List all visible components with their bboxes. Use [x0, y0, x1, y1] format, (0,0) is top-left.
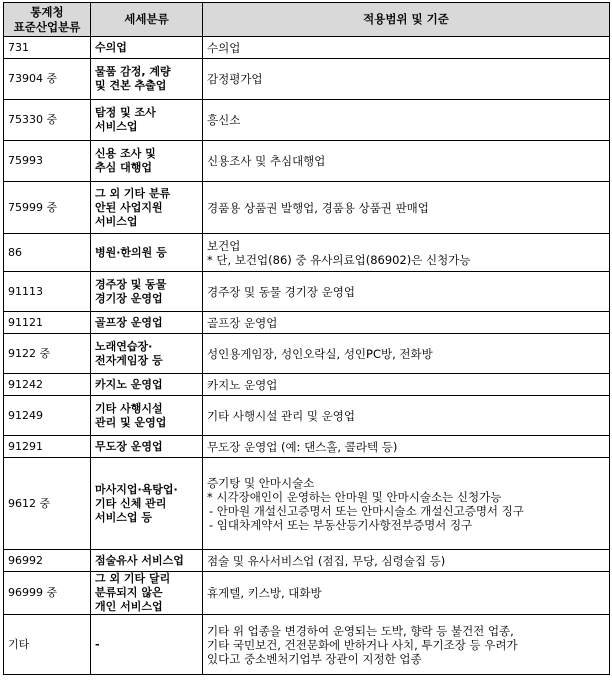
subcategory-cell	[91, 334, 203, 374]
table-row	[4, 100, 610, 141]
scope-line: 경주장 및 동물 경기장 운영업	[207, 284, 355, 299]
industry-code: 86	[4, 234, 91, 272]
subcategory-cell	[91, 374, 203, 396]
subcategory-line: -	[95, 637, 100, 651]
scope-line: 점술 및 유사서비스업 (점집, 무당, 심령술집 등)	[207, 553, 446, 568]
subcategory-line: 및 견본 추출업	[95, 79, 167, 92]
header-classification: 통계청 표준산업분류	[4, 3, 91, 37]
industry-code: 9122 중	[4, 334, 91, 374]
scope-cell	[203, 436, 610, 458]
industry-code: 75993	[4, 141, 91, 182]
subcategory-line: 서비스업 등	[95, 510, 152, 524]
scope-cell	[203, 37, 610, 59]
table-row	[4, 272, 610, 312]
subcategory-line: 추심 대행업	[95, 161, 152, 174]
industry-code: 91249	[4, 396, 91, 436]
scope-line: 감정평가업	[207, 72, 263, 86]
subcategory-line: 물품 감정, 계량	[95, 65, 171, 78]
table-row	[4, 234, 610, 272]
subcategory-line: 그 외 기타 분류	[95, 186, 171, 200]
scope-cell	[203, 374, 610, 396]
industry-code: 기타	[4, 615, 91, 675]
scope-line: 기타 국민보건, 건전문화에 반하거나 사치, 투기조장 등 우려가	[207, 637, 518, 652]
subcategory-line: 안된 사업지원	[95, 200, 163, 214]
scope-cell	[203, 550, 610, 572]
scope-cell	[203, 234, 610, 272]
industry-code: 91121	[4, 312, 91, 334]
scope-line: 카지노 운영업	[207, 377, 278, 392]
table-row	[4, 37, 610, 59]
industry-code: 96992	[4, 550, 91, 572]
subcategory-cell	[91, 37, 203, 59]
subcategory-line: 관리 및 운영업	[95, 415, 167, 429]
subcategory-cell	[91, 550, 203, 572]
scope-line: 골프장 운영업	[207, 315, 278, 330]
table-row	[4, 396, 610, 436]
header-subcategory: 세세분류	[91, 3, 203, 37]
scope-cell	[203, 141, 610, 182]
table-row	[4, 550, 610, 572]
industry-code: 73904 중	[4, 59, 91, 100]
subcategory-line: 탐정 및 조사	[95, 106, 156, 119]
table-row	[4, 436, 610, 458]
table-row	[4, 572, 610, 615]
subcategory-line: 신용 조사 및	[95, 147, 156, 160]
table-row	[4, 458, 610, 550]
subcategory-cell	[91, 396, 203, 436]
subcategory-line: 병원·한의원 등	[95, 245, 167, 259]
industry-code: 91113	[4, 272, 91, 312]
subcategory-cell	[91, 182, 203, 234]
scope-cell	[203, 272, 610, 312]
subcategory-line: 전자게임장 등	[95, 353, 163, 367]
subcategory-line: 카지노 운영업	[95, 377, 163, 391]
industry-code: 9612 중	[4, 458, 91, 550]
scope-line: 보건업	[207, 238, 241, 253]
scope-line: 수의업	[207, 40, 241, 55]
subcategory-cell	[91, 100, 203, 141]
table-row	[4, 182, 610, 234]
scope-cell	[203, 396, 610, 436]
scope-line: * 단, 보건업(86) 중 유사의료업(86902)은 신청가능	[207, 252, 471, 267]
scope-line: 증기탕 및 안마시술소	[207, 475, 315, 490]
table-row	[4, 334, 610, 374]
subcategory-cell	[91, 234, 203, 272]
scope-line: 기타 사행시설 관리 및 운영업	[207, 408, 355, 423]
subcategory-line: 무도장 운영업	[95, 439, 163, 453]
subcategory-line: 기타 사행시설	[95, 401, 163, 415]
subcategory-line: 노래연습장·	[95, 339, 153, 353]
table-row	[4, 141, 610, 182]
scope-line: - 안마원 개설신고증명서 또는 안마시술소 개설신고증명서 징구	[209, 503, 524, 518]
subcategory-line: 점술유사 서비스업	[95, 553, 184, 567]
scope-line: 성인용게임장, 성인오락실, 성인PC방, 전화방	[207, 346, 433, 361]
table-row	[4, 59, 610, 100]
scope-cell	[203, 458, 610, 550]
subcategory-line: 서비스업	[95, 120, 138, 133]
industry-code: 75330 중	[4, 100, 91, 141]
subcategory-cell	[91, 59, 203, 100]
subcategory-cell	[91, 572, 203, 615]
subcategory-cell	[91, 436, 203, 458]
subcategory-line: 마사지업·욕탕업·	[95, 482, 178, 496]
scope-cell	[203, 334, 610, 374]
scope-cell	[203, 182, 610, 234]
scope-cell	[203, 59, 610, 100]
table-row	[4, 374, 610, 396]
restricted-industry-table	[3, 2, 610, 675]
scope-line: 휴게텔, 키스방, 대화방	[207, 586, 322, 600]
subcategory-line: 서비스업	[95, 214, 138, 228]
subcategory-line: 개인 서비스업	[95, 600, 163, 613]
subcategory-line: 분류되지 않은	[95, 586, 163, 599]
table-row	[4, 312, 610, 334]
scope-line: 있다고 중소벤처기업부 장관이 지정한 업종	[207, 651, 422, 666]
scope-line: 흥신소	[207, 113, 241, 127]
subcategory-line: 골프장 운영업	[95, 315, 163, 329]
scope-cell	[203, 615, 610, 675]
industry-code: 96999 중	[4, 572, 91, 615]
subcategory-line: 그 외 기타 달리	[95, 572, 171, 585]
scope-line: 경품용 상품권 발행업, 경품용 상품권 판매업	[207, 200, 429, 215]
subcategory-line: 경기장 운영업	[95, 291, 163, 305]
subcategory-line: 수의업	[95, 40, 127, 54]
subcategory-line: 경주장 및 동물	[95, 277, 167, 291]
subcategory-cell	[91, 141, 203, 182]
scope-line: 신용조사 및 추심대행업	[207, 154, 326, 168]
subcategory-cell	[91, 458, 203, 550]
industry-code: 91242	[4, 374, 91, 396]
scope-cell	[203, 572, 610, 615]
subcategory-cell	[91, 272, 203, 312]
industry-code: 731	[4, 37, 91, 59]
scope-cell	[203, 100, 610, 141]
subcategory-line: 기타 신체 관리	[95, 496, 167, 510]
scope-cell	[203, 312, 610, 334]
industry-code: 91291	[4, 436, 91, 458]
subcategory-cell	[91, 312, 203, 334]
industry-code: 75999 중	[4, 182, 91, 234]
table-row	[4, 615, 610, 675]
scope-line: 기타 위 업종을 변경하여 운영되는 도박, 향락 등 불건전 업종,	[207, 623, 514, 638]
header-scope: 적용범위 및 기준	[203, 3, 610, 37]
scope-line: - 임대차계약서 또는 부동산등기사항전부증명서 징구	[209, 517, 473, 532]
table-header-row	[4, 3, 610, 37]
subcategory-cell	[91, 615, 203, 675]
scope-line: 무도장 운영업 (예: 댄스홀, 콜라텍 등)	[207, 439, 398, 454]
scope-line: * 시각장애인이 운영하는 안마원 및 안마시술소는 신청가능	[207, 489, 502, 504]
